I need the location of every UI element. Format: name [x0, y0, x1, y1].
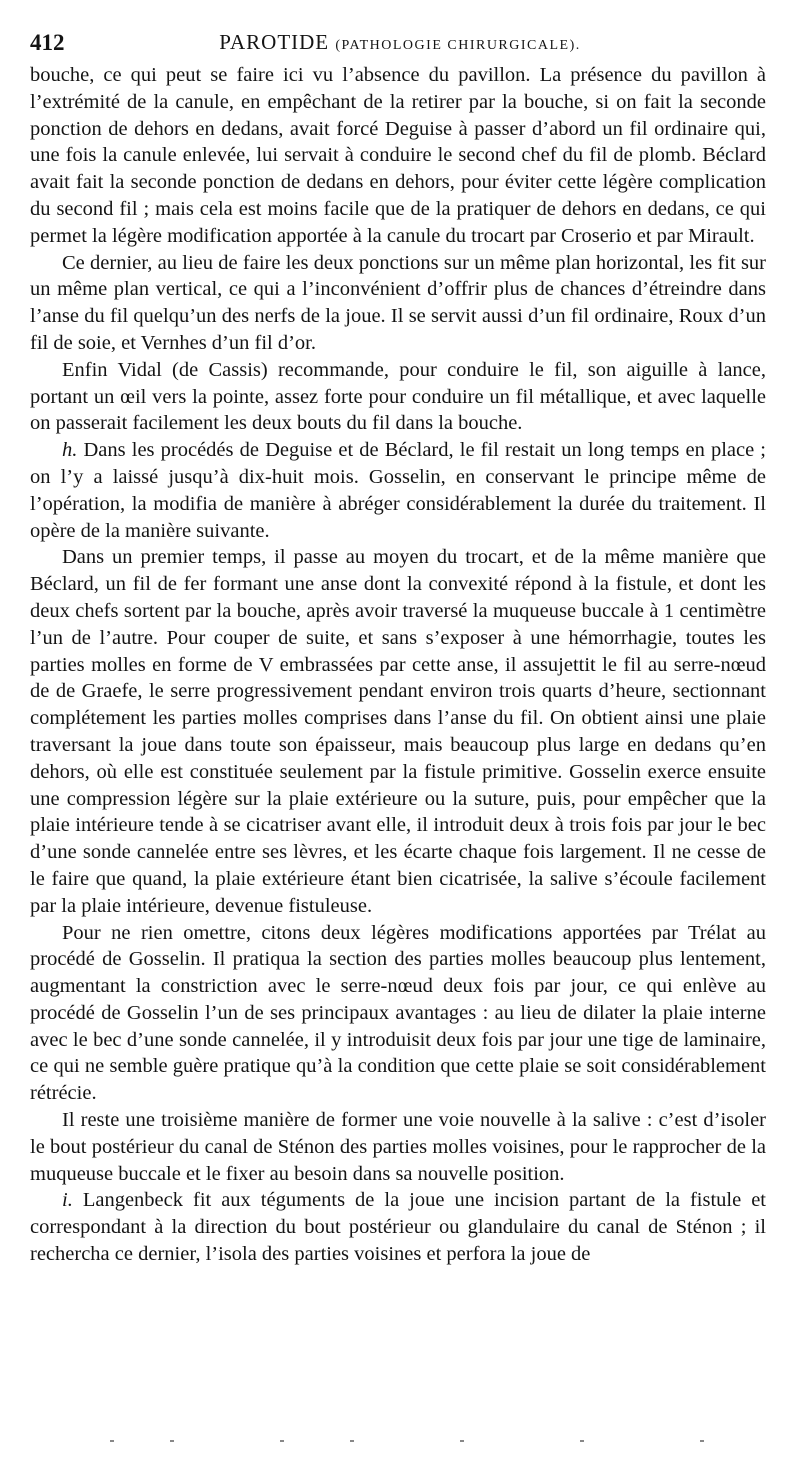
speck: [460, 1440, 464, 1442]
running-title: [30, 30, 770, 55]
paragraph: [30, 62, 766, 250]
paragraph-text: bouche, ce qui peut se faire ici vu l’absence du pavillon. La présence du pavillon à l’extrémité de la canule, en empêchant de la retirer par la bouche, si on fait la seconde ponction de dehors en dedans, avait forcé Deguise à passer d’abord un fil ordinaire qui, une fois la canule enlevée, lui servait à conduire le second chef du fil de plomb. Béclard avait fait la seconde ponction de dedans en dehors, pour éviter cette légère complication du second fil ; mais cela est moins facile que de la pratiquer de dehors en dedans, ce qui permet la légère modification apportée à la canule du trocart par Croserio et par Mirault.: [30, 64, 766, 247]
paragraph: [30, 1107, 766, 1187]
paragraph: [30, 250, 766, 357]
section-label: h.: [62, 439, 78, 462]
paragraph-text: Pour ne rien omettre, citons deux légères modifications apportées par Trélat au procédé de Gosselin. Il pratiqua la section des parties molles beaucoup plus lentement, augmentant la constriction avec le serre-nœud deux fois par jour, ce qui enlève au procédé de Gosselin l’un de ses principaux avantages : au lieu de dilater la plaie interne avec le bec d’une sonde cannelée, il y introduisit deux fois par jour une tige de laminaire, ce qui ne semble guère pratique qu’à la condition que cette plaie se soit considérablement rétrécie.: [30, 921, 766, 1105]
running-header: [30, 30, 770, 60]
paragraph: [30, 920, 766, 1108]
running-title-main: PAROTIDE: [219, 30, 330, 54]
paragraph-text: Ce dernier, au lieu de faire les deux ponctions sur un même plan horizontal, les fit sur un même plan vertical, ce qui a l’inconvénient d’offrir plus de chances d’étreindre dans l’anse du fil quelqu’un des nerfs de la joue. Il se servit aussi d’un fil ordinaire, Roux d’un fil de soie, et Vernhes d’un fil d’or.: [30, 251, 766, 354]
speck: [110, 1440, 114, 1442]
print-specks: [110, 1440, 710, 1450]
speck: [170, 1440, 174, 1442]
speck: [350, 1440, 354, 1442]
speck: [280, 1440, 284, 1442]
running-title-subtitle: (PATHOLOGIE CHIRURGICALE).: [335, 38, 581, 53]
speck: [580, 1440, 584, 1442]
paragraph-text: Dans les procédés de Deguise et de Béclard, le fil restait un long temps en place ; on l’y a laissé jusqu’à dix-huit mois. Gosselin, en conservant le principe même de l’opération, la modifia de manière à abréger considérablement la durée du traitement. Il opère de la manière suivante.: [30, 439, 767, 542]
speck: [700, 1440, 704, 1442]
section-label: i.: [62, 1189, 73, 1212]
paragraph: [30, 357, 766, 437]
paragraph-text: Il reste une troisième manière de former une voie nouvelle à la salive : c’est d’isoler le bout postérieur du canal de Sténon des parties molles voisines, pour le rapprocher de la muqueuse buccale et le fixer au besoin dans sa nouvelle position.: [30, 1109, 766, 1185]
paragraph: [30, 437, 766, 544]
paragraph-text: Dans un premier temps, il passe au moyen du trocart, et de la même manière que Béclard, un fil de fer formant une anse dont la convexité répond à la fistule, et dont les deux chefs sortent par la bouche, après avoir traversé la muqueuse buccale à 1 centimètre l’un de l’autre. Pour couper de suite, et sans s’exposer à une hémorrhagie, toutes les parties molles en forme de V embrassées par cette anse, il assujettit le fil au serre-nœud de de Graefe, le serre progressivement pendant environ trois quarts d’heure, sectionnant complétement les parties molles comprises dans l’anse du fil. On obtient ainsi une plaie traversant la joue dans toute son épaisseur, mais beaucoup plus large en dedans qu’en dehors, où elle est constituée seulement par la fistule primitive. Gosselin exerce ensuite une compression légère sur la plaie extérieure ou la suture, puis, pour empêcher que la plaie intérieure tende à se cicatriser avant elle, il introduit deux à trois fois par jour le bec d’une sonde cannelée entre ses lèvres, et les écarte chaque fois largement. Il ne cesse de le faire que quand, la plaie extérieure étant bien cicatrisée, la salive s’écoule facilement par la plaie intérieure, devenue fistuleuse.: [30, 546, 766, 917]
page-body: [30, 62, 766, 1268]
paragraph: [30, 544, 766, 919]
paragraph: [30, 1187, 766, 1267]
paragraph-text: Langenbeck fit aux téguments de la joue une incision partant de la fistule et correspondant à la direction du bout postérieur ou glandulaire du canal de Sténon ; il rechercha ce dernier, l’isola des parties voisines et perfora la joue de: [30, 1189, 767, 1266]
page-number: 412: [30, 30, 65, 55]
paragraph-text: Enfin Vidal (de Cassis) recommande, pour conduire le fil, son aiguille à lance, portant un œil vers la pointe, assez forte pour conduire un fil métallique, et avec laquelle on passerait facilement les deux bouts du fil dans la bouche.: [30, 358, 766, 435]
